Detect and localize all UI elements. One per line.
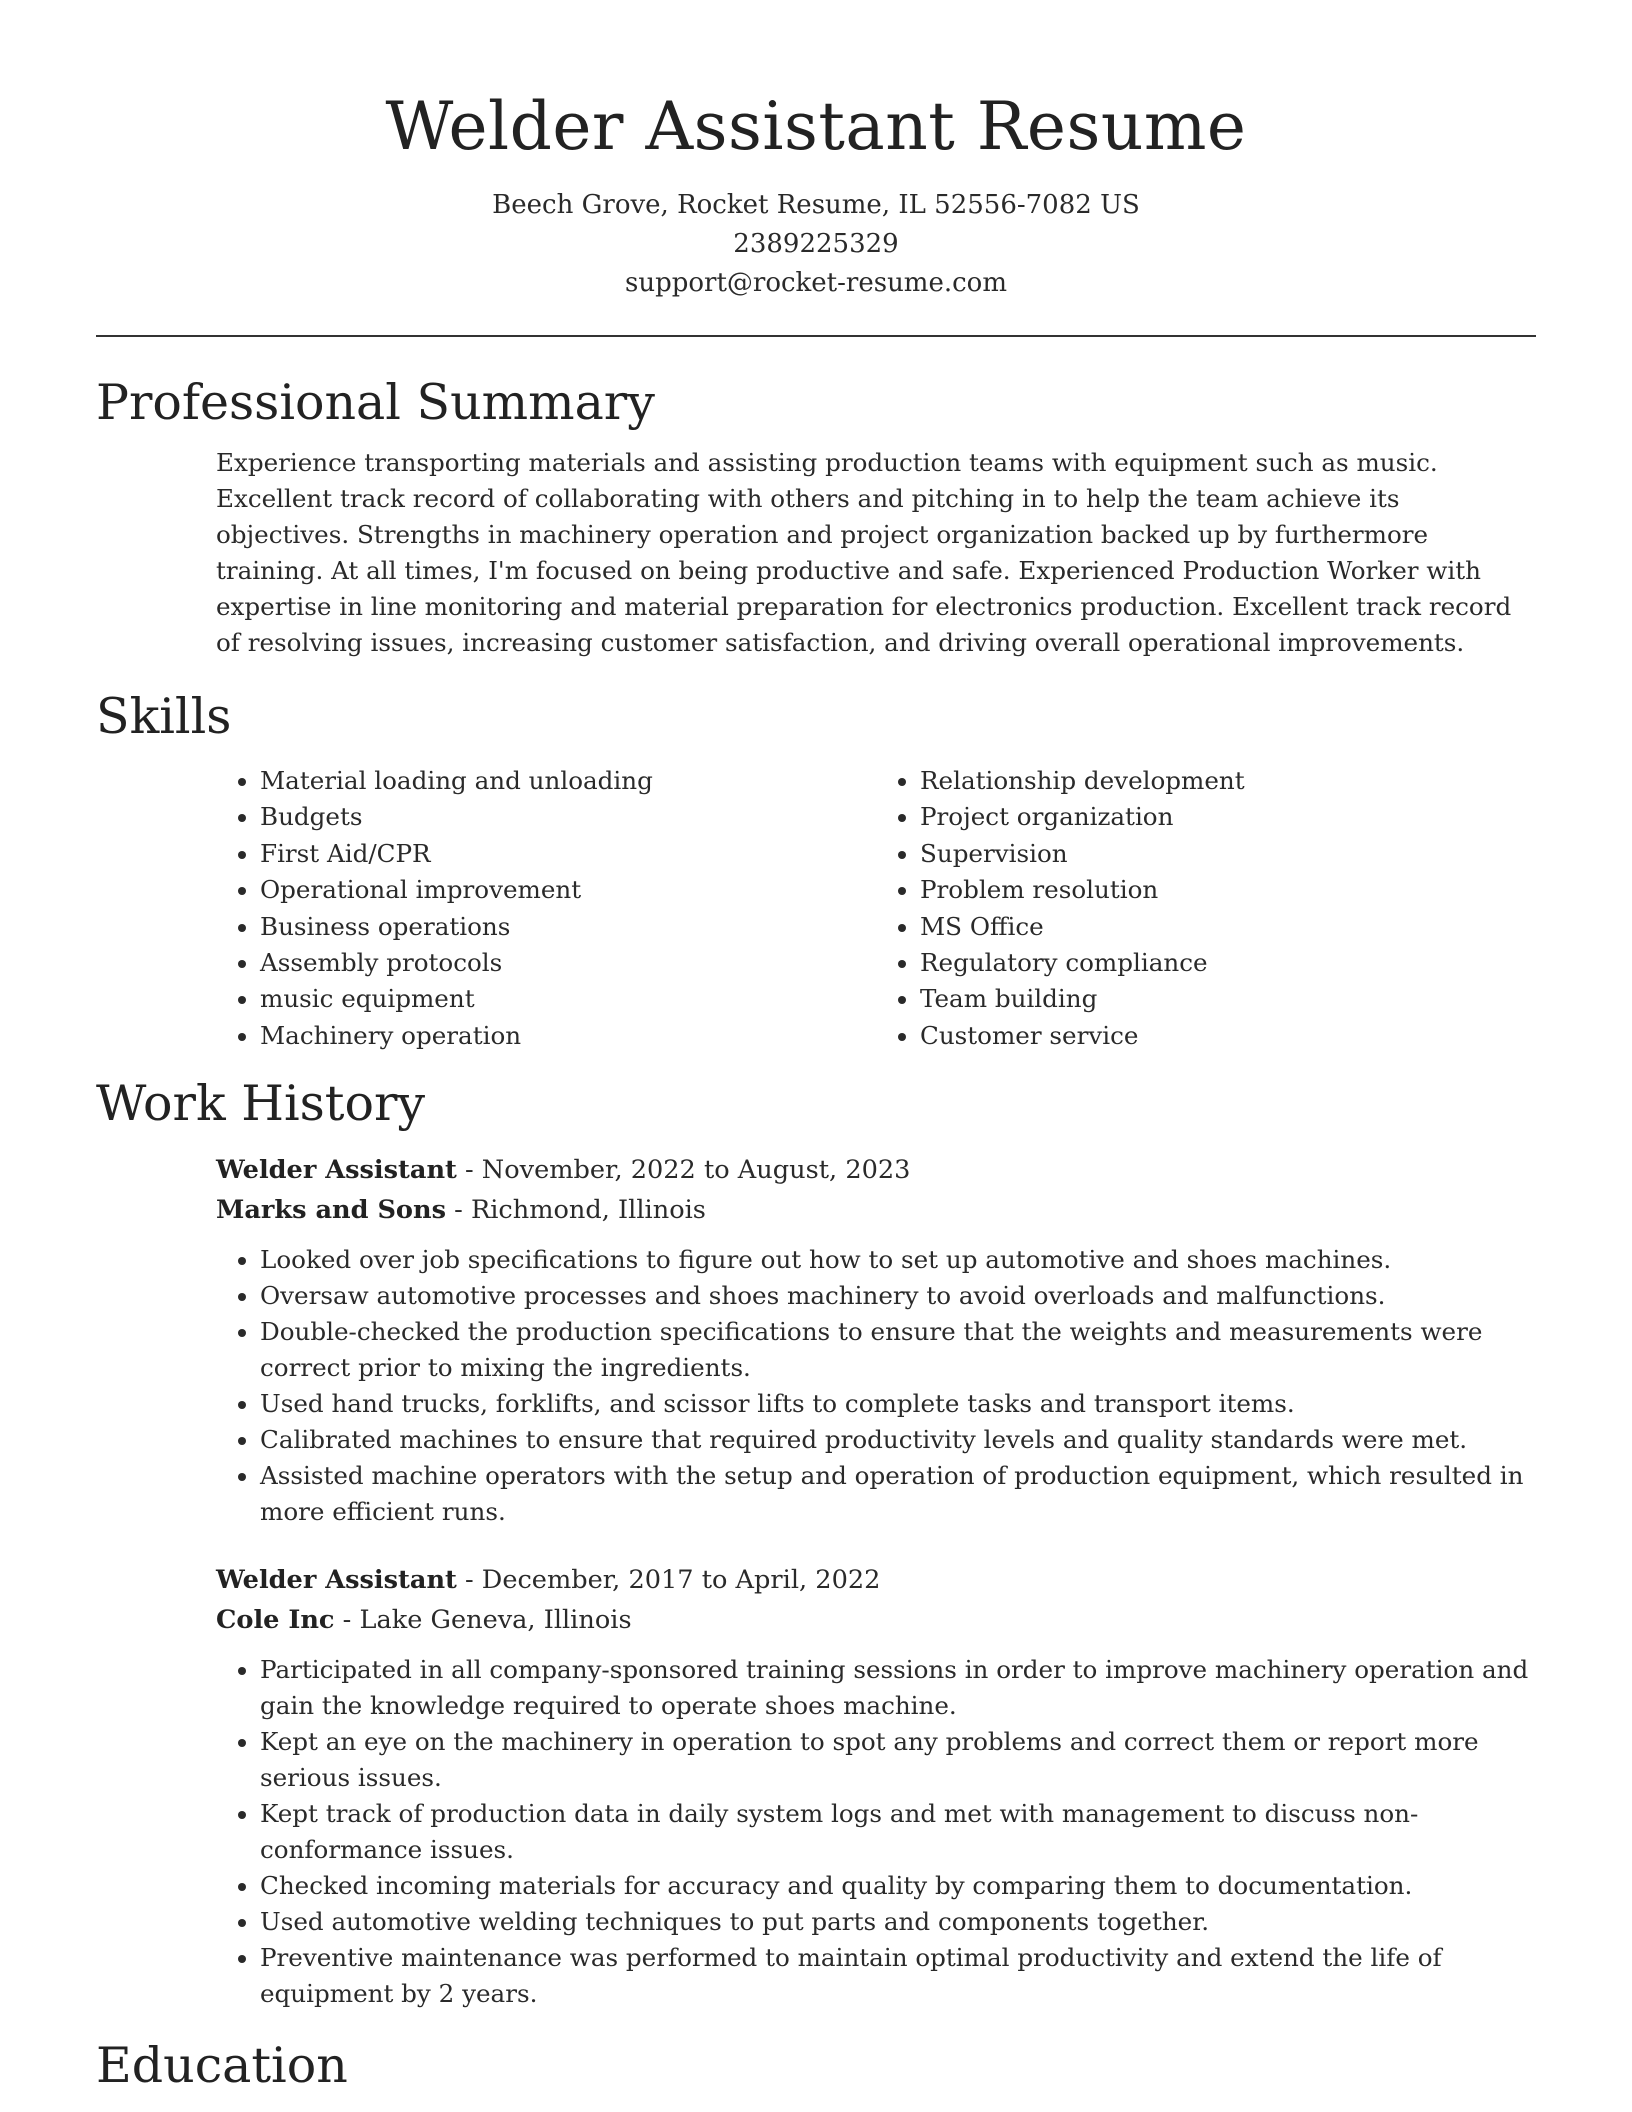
job-duty: • Checked incoming materials for accuracy and quality by comparing them to documentation. [260, 1868, 1536, 1904]
job-duty: • Used hand trucks, forklifts, and scissor lifts to complete tasks and transport items. [260, 1386, 1536, 1422]
resume-title: Welder Assistant Resume [385, 88, 1247, 165]
skills-column-right [876, 763, 1536, 1054]
job-duty: • Assisted machine operators with the setup and operation of production equipment, which resulted in more efficient runs. [260, 1458, 1536, 1530]
skill-item: • Team building [920, 981, 1536, 1017]
summary-heading: Professional Summary [96, 374, 655, 431]
skills-column-left [216, 763, 876, 1054]
skill-item: • Problem resolution [920, 872, 1536, 908]
education-heading: Education [96, 2037, 348, 2095]
skill-item: • music equipment [260, 981, 876, 1017]
job-title-line [216, 1150, 1536, 1190]
job-location: - Richmond, Illinois [446, 1195, 706, 1226]
job-dates: - December, 2017 to April, 2022 [456, 1565, 881, 1596]
skill-item: • Relationship development [920, 763, 1536, 799]
skill-item: • Project organization [920, 799, 1536, 835]
job-title: Welder Assistant [216, 1565, 457, 1596]
job-duty: • Participated in all company-sponsored training sessions in order to improve machinery operation and gain the knowledge required to operate shoes machine. [260, 1652, 1536, 1724]
job-entry [216, 1560, 1536, 2012]
resume-page [96, 0, 1536, 2096]
job-entry [216, 1150, 1536, 1530]
job-duty: • Calibrated machines to ensure that required productivity levels and quality standards were met. [260, 1422, 1536, 1458]
contact-email: support@rocket-resume.com [624, 268, 1007, 298]
header-divider [96, 335, 1536, 337]
job-dates: - November, 2022 to August, 2023 [456, 1155, 911, 1186]
job-duties [216, 1242, 1536, 1530]
contact-block [96, 186, 1536, 303]
skill-item: • MS Office [920, 909, 1536, 945]
skills-list [216, 763, 1536, 1054]
job-duty: • Looked over job specifications to figure out how to set up automotive and shoes machines. [260, 1242, 1536, 1278]
skill-item: • Customer service [920, 1018, 1536, 1054]
job-duty: • Preventive maintenance was performed to maintain optimal productivity and extend the life of equipment by 2 years. [260, 1940, 1536, 2012]
skill-item: • Operational improvement [260, 872, 876, 908]
job-company: Cole Inc [216, 1605, 335, 1636]
skill-item: • Machinery operation [260, 1018, 876, 1054]
skill-item: • First Aid/CPR [260, 836, 876, 872]
job-title: Welder Assistant [216, 1155, 457, 1186]
skill-item: • Budgets [260, 799, 876, 835]
job-duty: • Kept an eye on the machinery in operation to spot any problems and correct them or report more serious issues. [260, 1724, 1536, 1796]
skill-item: • Business operations [260, 909, 876, 945]
work-history-heading: Work History [96, 1075, 426, 1133]
skill-item: • Regulatory compliance [920, 945, 1536, 981]
job-duty: • Kept track of production data in daily system logs and met with management to discuss non-conformance issues. [260, 1796, 1536, 1868]
job-duties [216, 1652, 1536, 2012]
job-duty: • Double-checked the production specifications to ensure that the weights and measurements were correct prior to mixing the ingredients. [260, 1314, 1536, 1386]
skill-item: • Assembly protocols [260, 945, 876, 981]
contact-address: Beech Grove, Rocket Resume, IL 52556-7082 US [492, 190, 1140, 220]
contact-phone: 2389225329 [733, 229, 899, 259]
skills-heading: Skills [96, 688, 232, 745]
skill-item: • Supervision [920, 836, 1536, 872]
skill-item: • Material loading and unloading [260, 763, 876, 799]
job-company-line [216, 1190, 1536, 1230]
job-duty: • Oversaw automotive processes and shoes machinery to avoid overloads and malfunctions. [260, 1278, 1536, 1314]
job-duty: • Used automotive welding techniques to put parts and components together. [260, 1904, 1536, 1940]
job-title-line [216, 1560, 1536, 1600]
job-company: Marks and Sons [216, 1195, 447, 1226]
job-company-line [216, 1600, 1536, 1640]
job-location: - Lake Geneva, Illinois [334, 1605, 632, 1636]
summary-text: Experience transporting materials and assisting production teams with equipment such as music. Excellent track record of collaborating with others and pitching in to help the team achieve its objectives. Strengths in machinery operation and project organization backed up by furthermore training. At all times, I'm focused on being productive and safe. Experienced Production Worker with expertise in line monitoring and material preparation for electronics production. Excellent track record of resolving issues, increasing customer satisfaction, and driving overall operational improvements. [216, 448, 1512, 657]
